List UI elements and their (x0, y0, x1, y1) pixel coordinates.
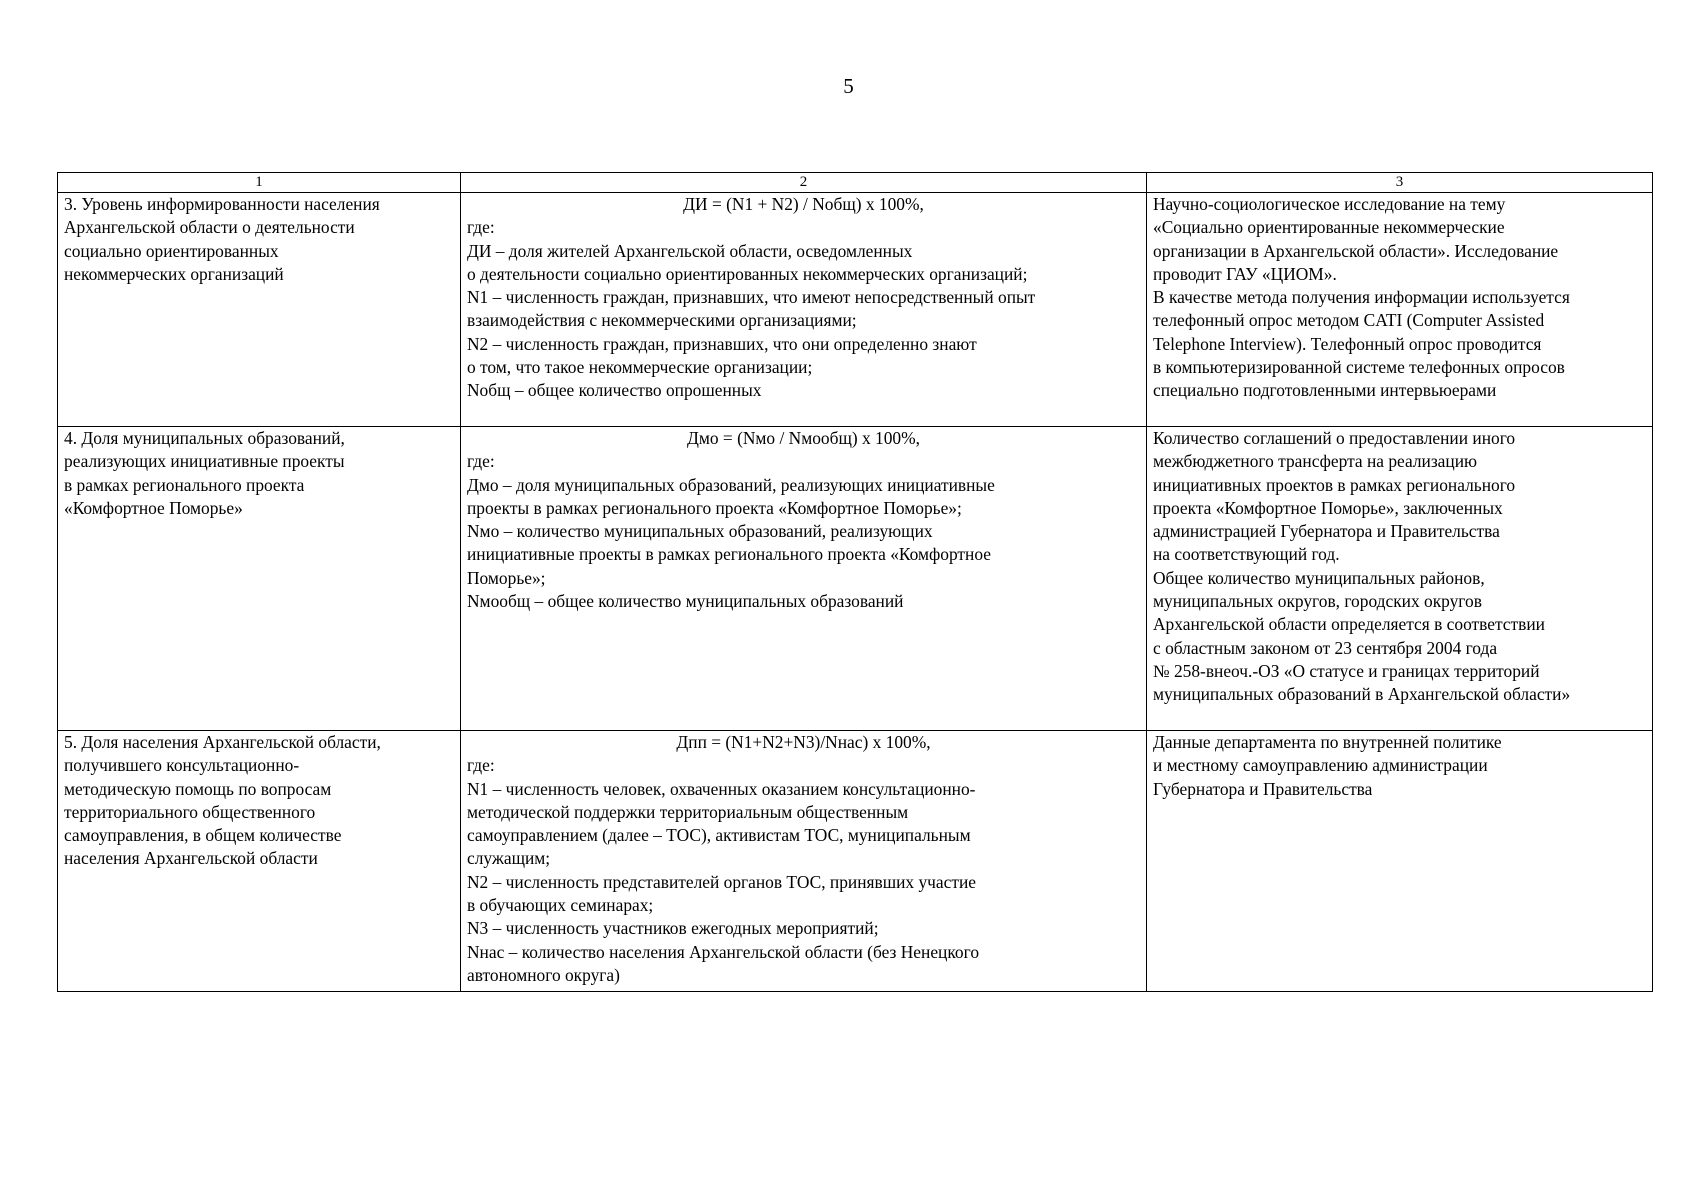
method-line: взаимодействия с некоммерческими организациями; (467, 310, 857, 331)
method-line: N1 – численность граждан, признавших, что имеют непосредственный опыт (467, 287, 1036, 308)
source-cell (1147, 731, 1653, 992)
method-line: о деятельности социально ориентированных некоммерческих организаций; (467, 263, 1028, 284)
table-header-row (58, 173, 1653, 193)
indicator-line: населения Архангельской области (64, 848, 318, 869)
indicator-line: Архангельской области о деятельности (64, 217, 355, 238)
method-line: N2 – численность граждан, признавших, что они определенно знают (467, 333, 977, 354)
source-line: организации в Архангельской области». Исследование (1153, 240, 1559, 261)
method-line: Nобщ – общее количество опрошенных (467, 380, 762, 401)
source-line: муниципальных образований в Архангельской области» (1153, 684, 1571, 705)
method-line: Nмо – количество муниципальных образований, реализующих (467, 521, 933, 542)
source-line: на соответствующий год. (1153, 544, 1340, 565)
indicator-cell (58, 193, 461, 427)
source-line: телефонный опрос методом CATI (Computer Assisted (1153, 310, 1545, 331)
source-line: Telephone Interview). Телефонный опрос проводится (1153, 333, 1542, 354)
method-line: о том, что такое некоммерческие организации; (467, 357, 813, 378)
indicator-line: 3. Уровень информированности населения (64, 194, 380, 214)
method-line: N3 – численность участников ежегодных мероприятий; (467, 918, 879, 939)
method-line: Поморье»; (467, 567, 546, 588)
indicators-table (57, 172, 1653, 992)
indicator-line: методическую помощь по вопросам (64, 778, 332, 799)
method-line: N1 – численность человек, охваченных оказанием консультационно- (467, 778, 976, 799)
method-line: Nмообщ – общее количество муниципальных образований (467, 591, 904, 612)
source-cell (1147, 193, 1653, 427)
indicator-line: 5. Доля населения Архангельской области, (64, 732, 381, 752)
indicator-line: социально ориентированных (64, 240, 279, 261)
header-col-3: 3 (1147, 173, 1653, 193)
method-line: служащим; (467, 848, 551, 869)
source-line: инициативных проектов в рамках регионального (1153, 474, 1516, 495)
indicator-line: самоуправления, в общем количестве (64, 825, 342, 846)
source-line: с областным законом от 23 сентября 2004 года (1153, 637, 1498, 658)
source-line: межбюджетного трансферта на реализацию (1153, 451, 1478, 472)
source-line: специально подготовленными интервьюерами (1153, 380, 1497, 401)
source-line: Общее количество муниципальных районов, (1153, 567, 1485, 588)
method-line: Дмо – доля муниципальных образований, реализующих инициативные (467, 474, 995, 495)
method-line: Nнас – количество населения Архангельской области (без Ненецкого (467, 941, 980, 962)
source-cell (1147, 427, 1653, 731)
table-row (58, 193, 1653, 427)
method-cell (461, 427, 1147, 731)
indicator-line: «Комфортное Поморье» (64, 497, 243, 518)
source-line: муниципальных округов, городских округов (1153, 591, 1482, 612)
method-line: проекты в рамках регионального проекта «Комфортное Поморье»; (467, 497, 962, 518)
indicator-cell (58, 427, 461, 731)
source-line: «Социально ориентированные некоммерческие (1153, 217, 1505, 238)
indicator-line: в рамках регионального проекта (64, 474, 305, 495)
source-line: Губернатора и Правительства (1153, 778, 1373, 799)
header-col-1: 1 (58, 173, 461, 193)
header-col-2: 2 (461, 173, 1147, 193)
source-line: Научно-социологическое исследование на тему (1153, 194, 1506, 214)
source-line: и местному самоуправлению администрации (1153, 755, 1488, 776)
method-line: где: (467, 451, 495, 472)
method-line: ДИ – доля жителей Архангельской области, осведомленных (467, 240, 913, 261)
formula: Дпп = (N1+N2+N3)/Nнас) x 100%, (676, 732, 931, 752)
source-line: администрацией Губернатора и Правительства (1153, 521, 1500, 542)
indicator-line: 4. Доля муниципальных образований, (64, 428, 345, 448)
source-line: Данные департамента по внутренней политике (1153, 732, 1502, 752)
method-cell (461, 193, 1147, 427)
indicator-line: территориального общественного (64, 801, 316, 822)
indicator-line: некоммерческих организаций (64, 263, 284, 284)
method-line: самоуправлением (далее – ТОС), активистам ТОС, муниципальным (467, 825, 971, 846)
method-line: автономного округа) (467, 964, 620, 985)
indicator-line: получившего консультационно- (64, 755, 300, 776)
formula: Дмо = (Nмо / Nмообщ) x 100%, (687, 428, 920, 448)
method-line: методической поддержки территориальным общественным (467, 801, 909, 822)
table-row (58, 427, 1653, 731)
method-line: где: (467, 217, 495, 238)
method-line: в обучающих семинарах; (467, 895, 654, 916)
indicator-cell (58, 731, 461, 992)
method-line: где: (467, 755, 495, 776)
indicator-line: реализующих инициативные проекты (64, 451, 345, 472)
method-line: N2 – численность представителей органов ТОС, принявших участие (467, 871, 976, 892)
source-line: проекта «Комфортное Поморье», заключенных (1153, 497, 1503, 518)
source-line: Архангельской области определяется в соответствии (1153, 614, 1545, 635)
source-line: № 258-внеоч.-ОЗ «О статусе и границах территорий (1153, 660, 1540, 681)
method-cell (461, 731, 1147, 992)
source-line: в компьютеризированной системе телефонных опросов (1153, 357, 1565, 378)
table-row (58, 731, 1653, 992)
source-line: проводит ГАУ «ЦИОМ». (1153, 263, 1337, 284)
page-number: 5 (843, 74, 854, 98)
source-line: В качестве метода получения информации используется (1153, 287, 1570, 308)
source-line: Количество соглашений о предоставлении иного (1153, 428, 1516, 448)
method-line: инициативные проекты в рамках регионального проекта «Комфортное (467, 544, 991, 565)
formula: ДИ = (N1 + N2) / Nобщ) x 100%, (683, 194, 924, 214)
